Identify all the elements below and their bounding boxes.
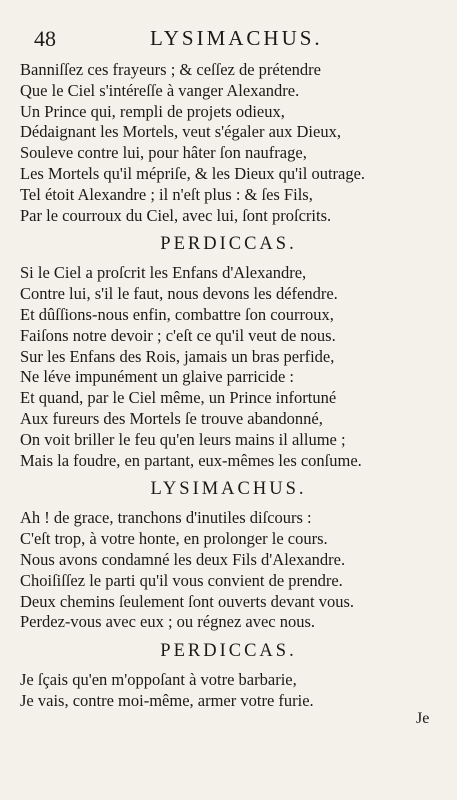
verse-line: Souleve contre lui, pour hâter ſon naufrage, (20, 143, 307, 163)
page-number: 48 (34, 26, 56, 51)
verse-line: Nous avons condamné les deux Fils d'Alexandre. (20, 550, 346, 569)
page-header (0, 24, 457, 54)
verse-line: Que le Ciel s'intéreſſe à vanger Alexandre. (20, 80, 300, 100)
verse-line: Et dûſſions-nous enfin, combattre ſon courroux, (20, 305, 334, 324)
verse-line: Deux chemins ſeulement ſont ouverts devant vous. (20, 591, 355, 611)
verse-line: Je ſçais qu'en m'oppoſant à votre barbarie, (20, 670, 297, 690)
verse-line: Et quand, par le Ciel même, un Prince infortuné (20, 388, 337, 408)
verse-line: Perdez-vous avec eux ; ou régnez avec nous. (20, 612, 316, 632)
speaker-name: PERDICCAS. (160, 234, 297, 255)
verse-line: Ah ! de grace, tranchons d'inutiles diſcours : (20, 508, 312, 528)
verse-line: Ne léve impunément un glaive parricide : (20, 367, 294, 387)
verse-line: Dédaignant les Mortels, veut s'égaler aux Dieux, (20, 122, 341, 142)
running-title: LYSIMACHUS. (150, 26, 323, 50)
verse-line: Mais la foudre, en partant, eux-mêmes les conſume. (20, 450, 362, 470)
verse-line: Par le courroux du Ciel, avec lui, ſont proſcrits. (20, 205, 332, 225)
verse-line: Aux fureurs des Mortels ſe trouve abandonné, (20, 409, 323, 428)
verse-line: Faiſons notre devoir ; c'eſt ce qu'il veut de nous. (20, 325, 336, 345)
verse-line: On voit briller le feu qu'en leurs mains il allume ; (20, 429, 346, 449)
verse-line: Banniſſez ces frayeurs ; & ceſſez de prétendre (20, 60, 321, 79)
verse-line: Les Mortels qu'il mépriſe, & les Dieux qu'il outrage. (20, 164, 366, 183)
speaker-name: LYSIMACHUS. (150, 479, 307, 500)
verse-line: Un Prince qui, rempli de projets odieux, (20, 101, 285, 121)
verse-line: Je vais, contre moi-même, armer votre furie. (20, 691, 314, 710)
catchword: Je (416, 710, 430, 727)
verse-line: Contre lui, s'il le faut, nous devons les défendre. (20, 284, 338, 304)
speaker-name: PERDICCAS. (160, 641, 297, 662)
verse-line: Choiſiſſez le parti qu'il vous convient de prendre. (20, 570, 343, 590)
verse-line: C'eſt trop, à votre honte, en prolonger le cours. (20, 529, 328, 549)
verse-line: Si le Ciel a proſcrit les Enfans d'Alexandre, (20, 263, 307, 283)
verse-line: Tel étoit Alexandre ; il n'eſt plus : & ſes Fils, (20, 184, 313, 204)
verse-line: Sur les Enfans des Rois, jamais un bras perfide, (20, 346, 335, 366)
